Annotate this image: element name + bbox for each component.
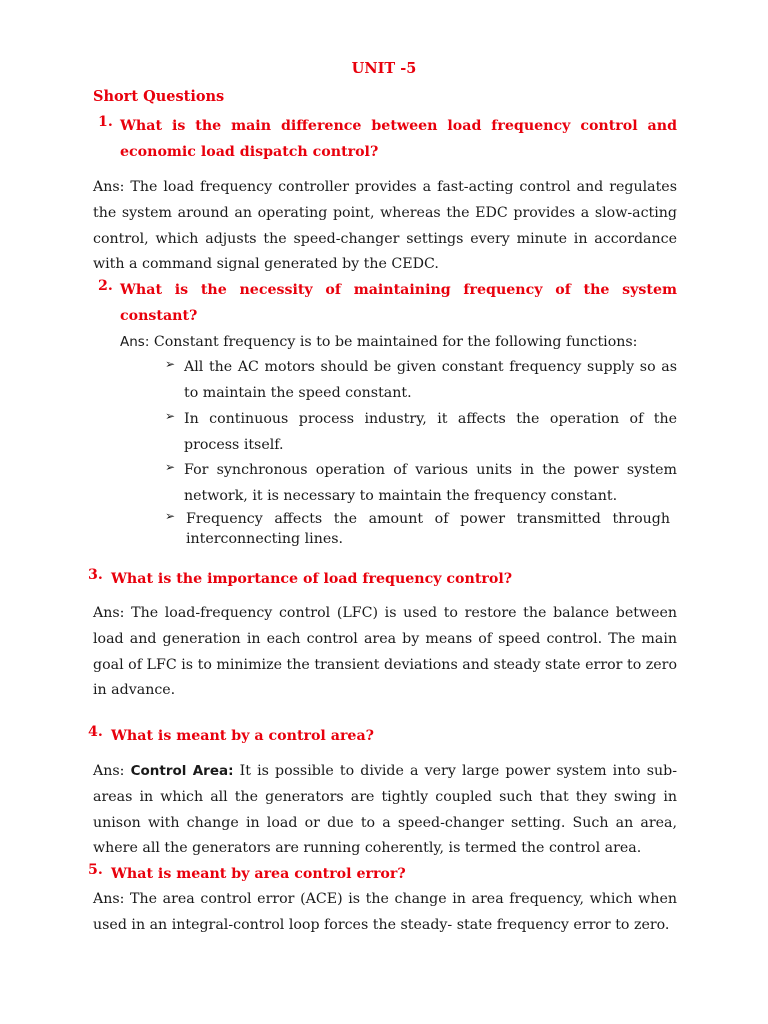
question-3-text: What is the importance of load frequency control? xyxy=(111,571,513,587)
bullet-item-2 xyxy=(165,407,677,459)
answer-4-term: Control Area: xyxy=(130,763,234,779)
question-5 xyxy=(88,862,678,888)
question-3 xyxy=(88,567,678,593)
section-title: Short Questions xyxy=(93,88,225,105)
bullet-item-1-text: All the AC motors should be given constant frequency supply so as to maintain the speed constant. xyxy=(184,359,677,401)
answer-3: Ans: The load-frequency control (LFC) is used to restore the balance between load and generation in each control area by means of speed control. The main goal of LFC is to minimize the transient deviations and steady state error to zero in advance. xyxy=(93,605,677,699)
unit-title: UNIT -5 xyxy=(351,60,417,77)
question-4-text: What is meant by a control area? xyxy=(111,728,374,744)
answer-1: Ans: The load frequency controller provides a fast-acting control and regulates the system around an operating point, whereas the EDC provides a slow-acting control, which adjusts the speed-changer settings every minute in accordance with a command signal generated by the CEDC. xyxy=(93,179,677,273)
answer-2-intro-text: Constant frequency is to be maintained for the following functions: xyxy=(153,334,638,350)
bullet-item-3-text: For synchronous operation of various units in the power system network, it is necessary to maintain the frequency constant. xyxy=(184,462,677,504)
arrow-bullet-icon: ➢ xyxy=(165,409,176,423)
answer-4-label: Ans: xyxy=(93,763,125,779)
answer-4 xyxy=(93,759,677,862)
bullet-item-4-text: Frequency affects the amount of power transmitted through interconnecting lines. xyxy=(186,511,670,547)
question-1-number: 1. xyxy=(98,114,113,130)
bullet-item-3 xyxy=(165,458,677,510)
question-2 xyxy=(93,278,677,330)
arrow-bullet-icon: ➢ xyxy=(165,357,176,371)
question-4-number: 4. xyxy=(88,724,103,740)
question-5-number: 5. xyxy=(88,862,103,878)
question-1-text: What is the main difference between load frequency control and economic load dispatch control? xyxy=(120,118,677,160)
question-2-number: 2. xyxy=(98,278,113,294)
answer-2-intro xyxy=(120,330,637,356)
question-1 xyxy=(93,114,677,166)
answer-2-label: Ans: xyxy=(120,334,150,350)
answer-5: Ans: The area control error (ACE) is the change in area frequency, which when used in an integral-control loop forces the steady- state frequency error to zero. xyxy=(93,891,677,933)
question-5-text: What is meant by area control error? xyxy=(111,866,406,882)
question-2-text: What is the necessity of maintaining frequency of the system constant? xyxy=(120,282,677,324)
question-4 xyxy=(88,724,678,750)
question-3-number: 3. xyxy=(88,567,103,583)
arrow-bullet-icon: ➢ xyxy=(165,460,176,474)
bullet-item-4 xyxy=(165,509,670,549)
arrow-bullet-icon: ➢ xyxy=(165,509,176,523)
bullet-item-1 xyxy=(165,355,677,407)
answer-4-text: It is possible to divide a very large power system into sub-areas in which all the generators are tightly coupled such that they swing in unison with change in load or due to a speed-changer setting. Such an area, where all the generators are running coherently, is termed the control area. xyxy=(93,763,678,857)
bullet-item-2-text: In continuous process industry, it affects the operation of the process itself. xyxy=(184,411,677,453)
